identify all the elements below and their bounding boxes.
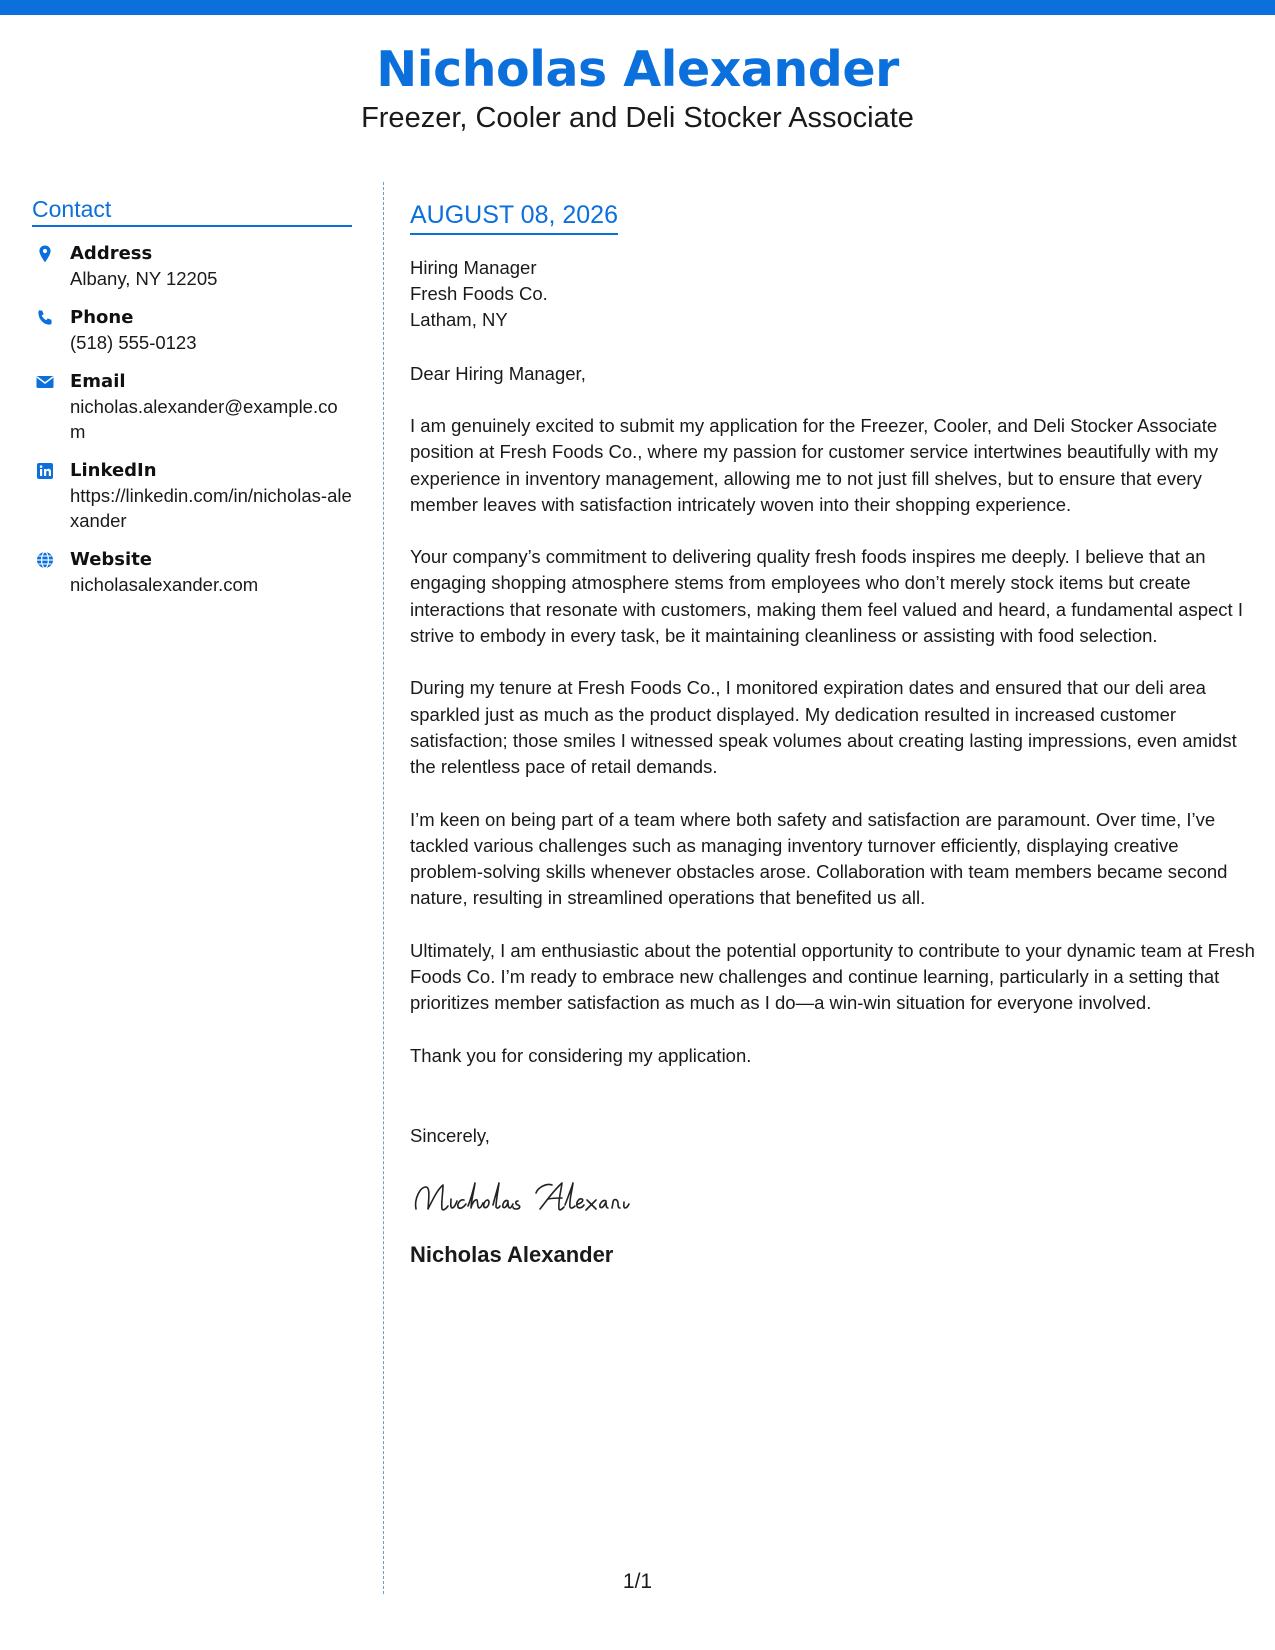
phone-value: (518) 555-0123 <box>70 332 197 353</box>
recipient-line: Hiring Manager <box>410 257 537 278</box>
greeting: Dear Hiring Manager, <box>410 363 586 384</box>
handwritten-signature <box>410 1169 1255 1229</box>
globe-icon <box>35 550 55 570</box>
contact-sidebar <box>32 195 352 597</box>
recipient-line: Fresh Foods Co. <box>410 283 548 304</box>
website-value[interactable]: nicholasalexander.com <box>70 574 259 595</box>
recipient-block <box>410 255 1255 333</box>
date-block <box>410 200 618 235</box>
closing: Sincerely, <box>410 1124 490 1146</box>
signer-name: Nicholas Alexander <box>410 1241 614 1267</box>
body-paragraph: Ultimately, I am enthusiastic about the potential opportunity to contribute to your dynamic team at Fresh Foods Co. I’m ready to embrace new challenges and continue learning, particularly in a setting that prioritizes member satisfaction as much as I do—a win-win situation for everyone involved. <box>410 939 1255 1014</box>
column-divider <box>383 182 384 1594</box>
contact-website <box>32 547 352 597</box>
page-number <box>0 1570 1275 1594</box>
contact-address <box>32 241 352 291</box>
signature-drawing <box>410 1169 680 1229</box>
contact-email <box>32 369 352 444</box>
body-paragraph: I’m keen on being part of a team where both safety and satisfaction are paramount. Over time, I’ve tackled various challenges such as managing inventory turnover efficiently, displaying creative problem-solving skills whenever obstacles arose. Collaboration with team members became second nature, resulting in streamlined operations that benefited us all. <box>410 808 1228 909</box>
page-number-text: 1/1 <box>622 1570 653 1593</box>
applicant-name: Nicholas Alexander <box>376 41 899 98</box>
letter-date: AUGUST 08, 2026 <box>410 201 618 229</box>
email-label: Email <box>70 371 126 392</box>
body-paragraph: Thank you for considering my application. <box>410 1044 752 1066</box>
address-label: Address <box>70 243 153 264</box>
contact-heading: Contact <box>32 195 352 227</box>
address-value: Albany, NY 12205 <box>70 268 218 289</box>
contact-linkedin <box>32 458 352 533</box>
phone-label: Phone <box>70 307 134 328</box>
job-title: Freezer, Cooler and Deli Stocker Associate <box>361 102 914 134</box>
top-accent-bar <box>0 0 1275 15</box>
letter-body <box>410 200 1255 1269</box>
linkedin-value[interactable]: https://linkedin.com/in/nicholas-alexander <box>70 485 352 531</box>
envelope-icon <box>35 372 55 392</box>
phone-icon <box>35 308 55 328</box>
email-value[interactable]: nicholas.alexander@example.com <box>70 396 338 442</box>
map-pin-icon <box>35 244 55 264</box>
website-label: Website <box>70 549 153 570</box>
body-paragraph: Your company’s commitment to delivering quality fresh foods inspires me deeply. I believe that an engaging shopping atmosphere stems from employees who don’t merely stock items but create interactions that resonate with customers, making them feel valued and heard, a fundamental aspect I strive to embody in every task, be it maintaining cleanliness or assisting with food selection. <box>410 546 1243 647</box>
contact-phone <box>32 305 352 355</box>
body-paragraph: I am genuinely excited to submit my application for the Freezer, Cooler, and Deli Stocker Associate position at Fresh Foods Co., where my passion for customer service intertwines beautifully with my experience in inventory management, allowing me to not just fill shelves, but to ensure that every member leaves with satisfaction intricately woven into their shopping experience. <box>410 415 1219 515</box>
linkedin-icon <box>35 461 55 481</box>
linkedin-label: LinkedIn <box>70 460 157 481</box>
recipient-line: Latham, NY <box>410 309 508 330</box>
page-header <box>0 40 1275 136</box>
body-paragraph: During my tenure at Fresh Foods Co., I monitored expiration dates and ensured that our deli area sparkled just as much as the product displayed. My dedication resulted in increased customer satisfaction; those smiles I witnessed speak volumes about creating lasting impressions, even amidst the relentless pace of retail demands. <box>410 677 1237 778</box>
